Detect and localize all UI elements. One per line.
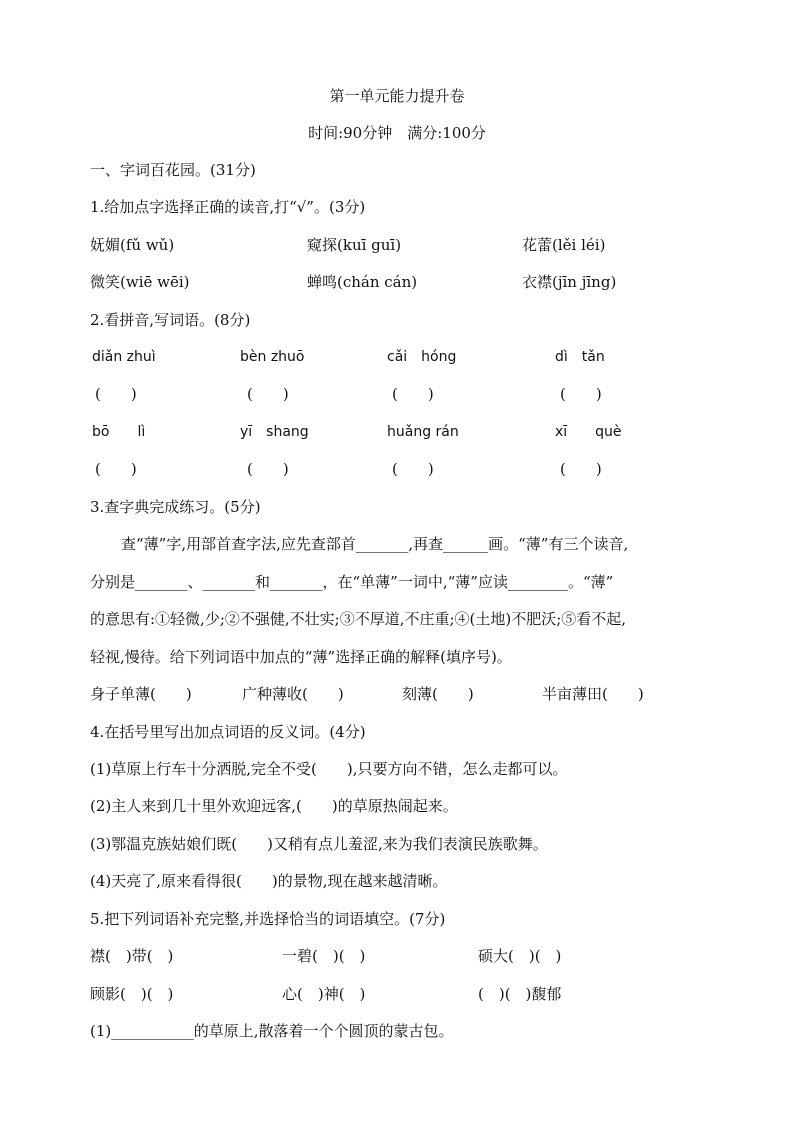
q4-sentence[interactable]: (1)草原上行车十分洒脱,完全不受( ),只要方向不错，怎么走都可以。 bbox=[90, 760, 568, 778]
section-heading: 一、字词百花园。(31分) bbox=[90, 161, 256, 179]
question-3-heading: 3.查字典完成练习。(5分) bbox=[90, 498, 261, 516]
question-4-heading: 4.在括号里写出加点词语的反义词。(4分) bbox=[90, 723, 366, 741]
q1-item: 微笑(wiē wēi) bbox=[90, 273, 190, 291]
q3-paragraph-line: 分别是_______、_______和_______，在“单薄”一词中,“薄”应读________。“薄” bbox=[90, 573, 614, 591]
q5-item[interactable]: 心( )神( ) bbox=[282, 985, 366, 1003]
pinyin-prompt: cǎi hóng bbox=[387, 349, 457, 365]
page-title: 第一单元能力提升卷 bbox=[329, 87, 465, 105]
pinyin-prompt: diǎn zhuì bbox=[92, 349, 156, 365]
q4-sentence[interactable]: (4)天亮了,原来看得很( )的景物,现在越来越清晰。 bbox=[90, 872, 448, 890]
pinyin-prompt: huǎng rán bbox=[387, 424, 459, 440]
q3-item[interactable]: 广种薄收( ) bbox=[242, 685, 344, 703]
pinyin-prompt: dì tǎn bbox=[555, 349, 605, 365]
question-1-heading: 1.给加点字选择正确的读音,打“√”。(3分) bbox=[90, 198, 366, 216]
q4-sentence[interactable]: (2)主人来到几十里外欢迎远客,( )的草原热闹起来。 bbox=[90, 797, 458, 815]
q3-paragraph-line: 的意思有:①轻微,少;②不强健,不壮实;③不厚道,不庄重;④(土地)不肥沃;⑤看不起, bbox=[90, 610, 627, 628]
q1-item: 窥探(kuī guī) bbox=[307, 236, 402, 254]
q1-item: 妩媚(fǔ wǔ) bbox=[90, 236, 175, 254]
q5-item[interactable]: 一碧( )( ) bbox=[282, 947, 366, 965]
pinyin-prompt: yī shang bbox=[240, 424, 309, 440]
pinyin-prompt: bèn zhuō bbox=[240, 349, 305, 365]
q5-item[interactable]: ( )( )馥郁 bbox=[478, 985, 562, 1003]
q1-item: 花蕾(lěi léi) bbox=[522, 236, 606, 254]
q1-item: 蝉鸣(chán cán) bbox=[307, 273, 418, 291]
answer-blank[interactable]: ( ) bbox=[392, 385, 434, 403]
answer-blank[interactable]: ( ) bbox=[95, 385, 137, 403]
pinyin-prompt: bō lì bbox=[92, 424, 146, 440]
q5-sentence[interactable]: (1)___________的草原上,散落着一个个圆顶的蒙古包。 bbox=[90, 1022, 454, 1040]
question-2-heading: 2.看拼音,写词语。(8分) bbox=[90, 311, 251, 329]
answer-blank[interactable]: ( ) bbox=[247, 460, 289, 478]
question-5-heading: 5.把下列词语补充完整,并选择恰当的词语填空。(7分) bbox=[90, 910, 446, 928]
q3-item[interactable]: 半亩薄田( ) bbox=[542, 685, 644, 703]
answer-blank[interactable]: ( ) bbox=[392, 460, 434, 478]
q5-item[interactable]: 襟( )带( ) bbox=[90, 947, 174, 965]
q3-paragraph-line: 轻视,慢待。给下列词语中加点的“薄”选择正确的解释(填序号)。 bbox=[90, 648, 512, 666]
q4-sentence[interactable]: (3)鄂温克族姑娘们既( )又稍有点儿羞涩,来为我们表演民族歌舞。 bbox=[90, 835, 548, 853]
q3-item[interactable]: 刻薄( ) bbox=[402, 685, 474, 703]
q5-item[interactable]: 顾影( )( ) bbox=[90, 985, 174, 1003]
answer-blank[interactable]: ( ) bbox=[560, 385, 602, 403]
q1-item: 衣襟(jīn jīng) bbox=[522, 273, 617, 291]
answer-blank[interactable]: ( ) bbox=[247, 385, 289, 403]
q3-item[interactable]: 身子单薄( ) bbox=[90, 685, 192, 703]
exam-info: 时间:90分钟 满分:100分 bbox=[308, 124, 486, 142]
q5-item[interactable]: 硕大( )( ) bbox=[478, 947, 562, 965]
answer-blank[interactable]: ( ) bbox=[95, 460, 137, 478]
answer-blank[interactable]: ( ) bbox=[560, 460, 602, 478]
q3-paragraph-line: 查“薄”字,用部首查字法,应先查部首_______,再查______画。“薄”有三个读音, bbox=[121, 535, 629, 553]
pinyin-prompt: xī què bbox=[555, 424, 622, 440]
